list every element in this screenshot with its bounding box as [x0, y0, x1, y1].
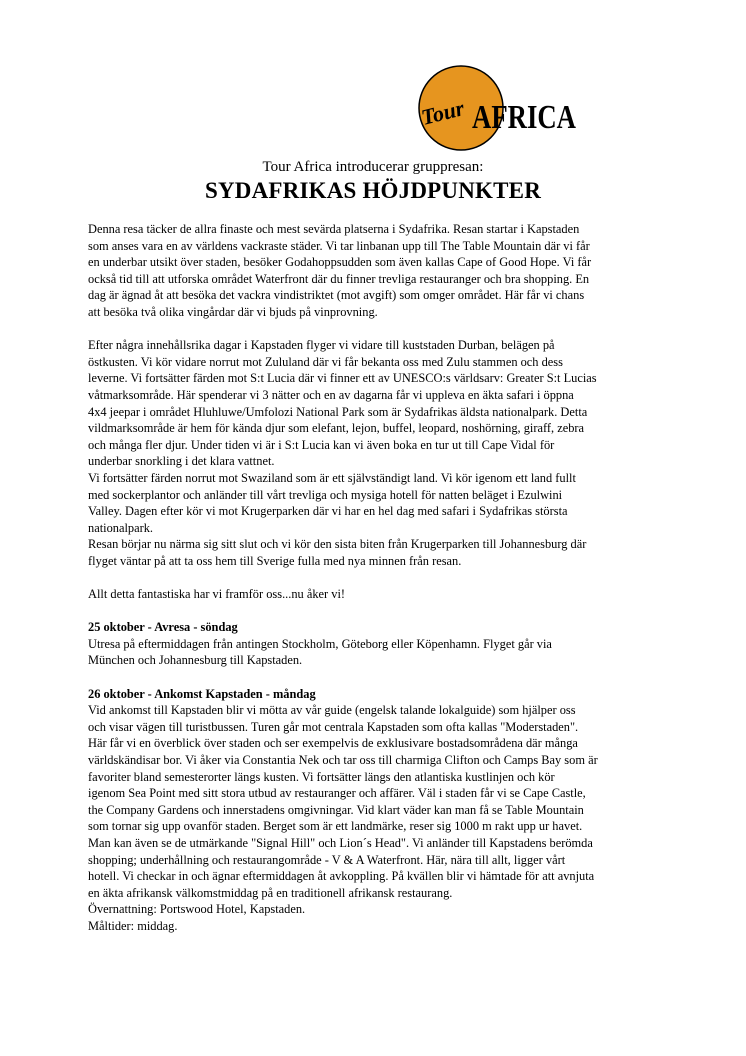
document-body — [88, 221, 668, 935]
day-2-heading: 26 oktober - Ankomst Kapstaden - måndag — [88, 686, 316, 701]
intro-line: Tour Africa introducerar gruppresan: — [262, 159, 484, 175]
paragraph-closing: Allt detta fantastiska har vi framför oss...nu åker vi! — [88, 587, 346, 602]
day-1-text: Utresa på eftermiddagen från antingen Stockholm, Göteborg eller Köpenhamn. Flyget går via München och Johannesburg till Kapstaden. — [88, 636, 552, 668]
logo-text-tour: Tour — [418, 95, 467, 130]
day-1-heading: 25 oktober - Avresa - söndag — [88, 620, 238, 635]
logo-text-africa: AFRICA — [472, 99, 577, 136]
paragraph-intro: Denna resa täcker de allra finaste och mest sevärda platserna i Sydafrika. Resan startar i Kapstaden som anses vara en av världens vackraste städer. Vi tar linbanan upp till The Table Mountain där vi får en underbar utsikt över staden, besöker Godahoppsudden som även kallas Cape of Good Hope. Vi får också tid till att utforska området Waterfront där du finner trevliga restauranger och bra shopping. En dag är ägnad åt att besöka det vackra vindistriktet (mot avgift) som omger området. Här får vi chans att besöka två olika vingårdar där vi bjuds på vinprovning. — [88, 222, 592, 319]
day-2-text: Vid ankomst till Kapstaden blir vi mötta av vår guide (engelsk talande lokalguide) som hjälper oss och visar vägen till turistbussen. Turen går mot centrala Kapstaden som ofta kallas "Moderstaden". Här får vi en överblick över staden och ser exempelvis de exklusivare bostadsområdena där många världskändisar bor. Vi åker via Constantia Nek och tar oss till charmiga Clifton och Camps Bay som är favoriter bland semesterorter längs kusten. Vi fortsätter längs den atlantiska kustlinjen och kör igenom Sea Point med sitt stora utbud av restauranger och affärer. Väl i staden får vi se Cape Castle, the Company Gardens och innerstadens omgivningar. Vid klart väder kan man få se Table Mountain som tornar sig upp ovanför staden. Berget som är ett landmärke, reser sig 1000 m rakt upp ur havet. Man kan även se de utmärkande "Signal Hill" och Lion´s Head". Vi anländer till Kapstadens berömda shopping; underhållning och restaurangområde - V & A Waterfront. Här, nära till allt, ligger vårt hotell. Vi checkar in och ägnar eftermiddagen åt avkoppling. På kvällen blir vi hämtade för att avnjuta en äkta afrikansk välkomstmiddag på en traditionell afrikansk restaurang. Övernattning: Portswood Hotel, Kapstaden. Måltider: middag. — [88, 703, 598, 933]
tour-africa-logo — [414, 65, 580, 151]
page-title: SYDAFRIKAS HÖJDPUNKTER — [204, 178, 541, 203]
paragraph-itinerary-overview: Efter några innehållsrika dagar i Kapstaden flyger vi vidare till kuststaden Durban, belägen på östkusten. Vi kör vidare norrut mot Zululand där vi får bekanta oss med Zulu stammen och dess leverne. Vi fortsätter färden mot S:t Lucia där vi finner ett av UNESCO:s världsarv: Greater S:t Lucias våtmarksområde. Här spenderar vi 3 nätter och en av dagarna får vi uppleva en äkta safari i öppna 4x4 jeepar i området Hluhluwe/Umfolozi National Park som är Sydafrikas äldsta nationalpark. Detta vildmarksområde är hem för kända djur som elefant, lejon, buffel, leopard, noshörning, giraff, zebra och många fler djur. Under tiden vi är i S:t Lucia kan vi även boka en tur ut till Cape Vidal för underbar snorkling i det klara vattnet. Vi fortsätter färden norrut mot Swaziland som är ett självständigt land. Vi kör igenom ett land fullt med sockerplantor och anländer till vårt trevliga och mysiga hotell för natten beläget i Ezulwini Valley. Dagen efter kör vi mot Krugerparken där vi har en hel dag med safari i Sydafrikas största nationalpark. Resan börjar nu närma sig sitt slut och vi kör den sista biten från Krugerparken till Johannesburg där flyget väntar på att ta oss hem till Sverige fulla med nya minnen från resan. — [88, 338, 597, 568]
